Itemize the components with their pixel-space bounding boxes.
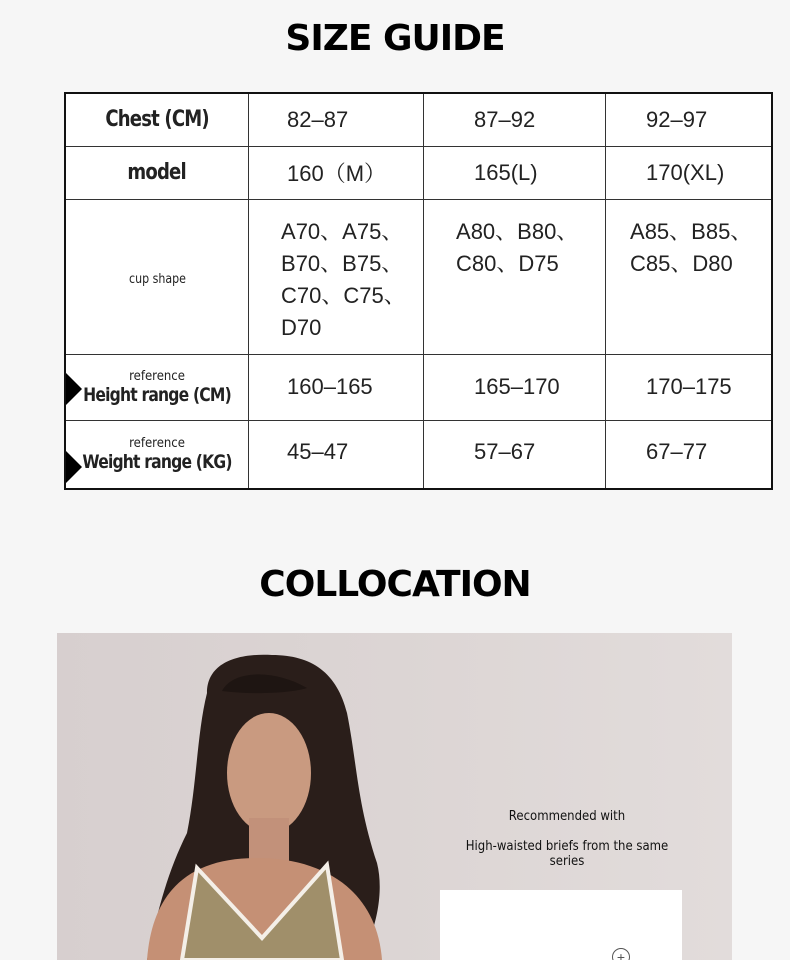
product-photo (57, 633, 732, 960)
table-cell: 67–77 (606, 420, 772, 489)
table-row (65, 354, 772, 420)
table-cell: 92–97 (606, 93, 772, 146)
table-cell: 165(L) (424, 146, 606, 199)
table-cell: 165–170 (424, 354, 606, 420)
table-cell: A70、A75、 B70、B75、 C70、C75、 D70 (249, 199, 424, 354)
collocation-title: COLLOCATION (259, 564, 531, 605)
zoom-plus-icon[interactable]: + (612, 948, 630, 960)
table-cell: A80、B80、 C80、D75 (424, 199, 606, 354)
table-row (65, 199, 772, 354)
table-cell: 45–47 (249, 420, 424, 489)
table-cell: 87–92 (424, 93, 606, 146)
table-row (65, 146, 772, 199)
row-label: Chest (CM) (65, 93, 249, 146)
table-cell: 57–67 (424, 420, 606, 489)
table-cell: 160–165 (249, 354, 424, 420)
recommended-subheading: High-waisted briefs from the same series (465, 839, 669, 869)
row-label: reference Height range (CM) (65, 354, 249, 420)
size-guide-title: SIZE GUIDE (285, 18, 505, 59)
table-cell: 170(XL) (606, 146, 772, 199)
briefs-card (440, 890, 682, 960)
arrow-icon (65, 449, 82, 485)
size-guide-table (64, 92, 773, 490)
row-label: reference Weight range (KG) (65, 420, 249, 489)
table-cell: 170–175 (606, 354, 772, 420)
table-row (65, 420, 772, 489)
row-label: model (65, 146, 249, 199)
table-row (65, 93, 772, 146)
table-cell: 160（M） (249, 146, 424, 199)
table-cell: A85、B85、 C85、D80 (606, 199, 772, 354)
recommended-heading: Recommended with (508, 809, 626, 824)
table-cell: 82–87 (249, 93, 424, 146)
row-label: cup shape (65, 199, 249, 354)
